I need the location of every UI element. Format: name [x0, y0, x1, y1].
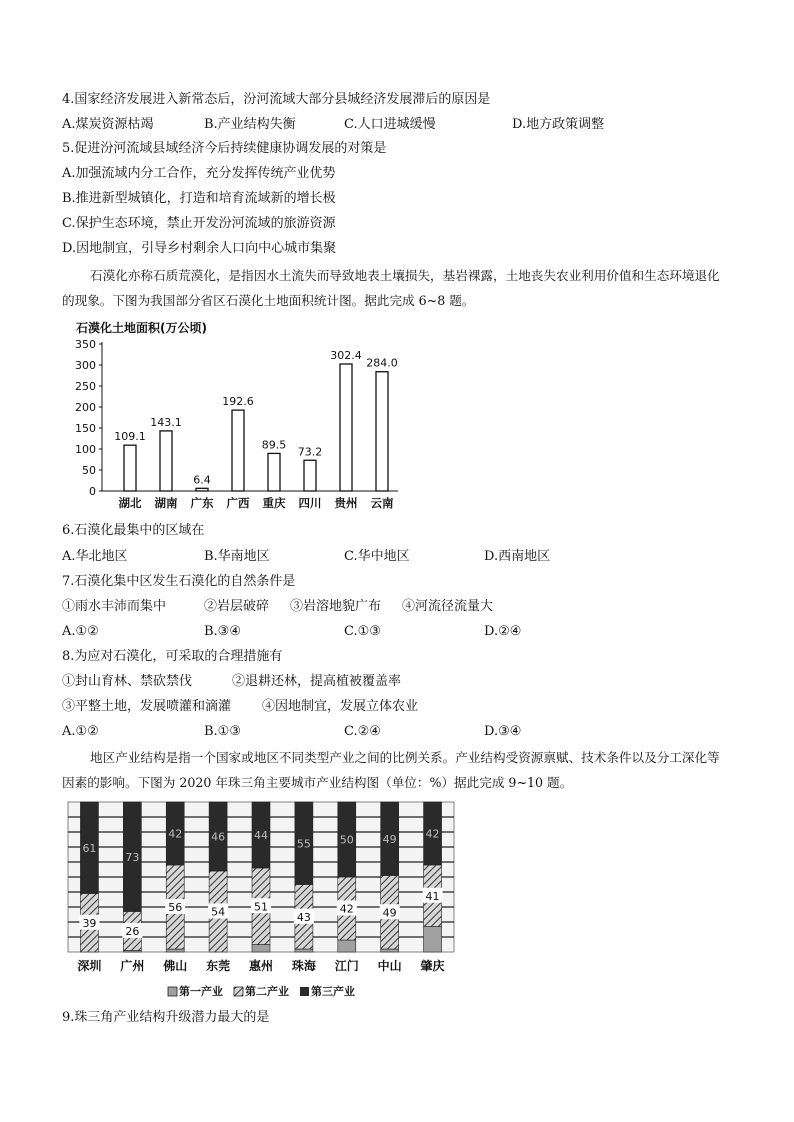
industry-structure-stacked-chart: [62, 800, 458, 1004]
data-label: 6.4: [193, 473, 211, 487]
secondary-value-label: 26: [125, 925, 140, 938]
option-d: D.③④: [484, 724, 522, 739]
legend-swatch-secondary: [234, 987, 243, 996]
legend-swatch-tertiary: [300, 987, 309, 996]
tertiary-value-label: 46: [211, 830, 226, 844]
secondary-value-label: 49: [382, 906, 397, 920]
desertification-bar-chart: [62, 318, 402, 516]
category-label: 云南: [370, 496, 394, 510]
tertiary-value-label: 44: [254, 829, 268, 842]
data-label: 109.1: [114, 430, 146, 444]
option-c: C.保护生态环境，禁止开发汾河流域的旅游资源: [62, 216, 336, 231]
option-a: A.①②: [62, 624, 99, 639]
secondary-value-label: 39: [82, 916, 97, 930]
option-c: C.人口进城缓慢: [344, 117, 436, 132]
y-tick-label: 300: [75, 359, 96, 372]
tertiary-value-label: 42: [425, 827, 440, 841]
option-d: D.因地制宜，引导乡村剩余人口向中心城市集聚: [62, 241, 337, 256]
option-a: A.华北地区: [62, 549, 128, 564]
measure-item: ①封山育林、禁砍禁伐: [62, 674, 193, 689]
measure-item: ③平整土地，发展喷灌和滴灌: [62, 699, 232, 714]
category-label: 广东: [190, 496, 214, 510]
tertiary-value-label: 42: [168, 827, 183, 841]
option-d: D.②④: [484, 624, 522, 639]
tertiary-value-label: 49: [382, 832, 397, 846]
stack-segment-中山-第一产业: [381, 949, 399, 952]
option-c: C.②④: [344, 724, 381, 739]
bar-广东: [196, 488, 208, 491]
city-label: 珠海: [291, 959, 316, 973]
bar-贵州: [340, 364, 352, 491]
category-label: 重庆: [262, 496, 286, 510]
bar-湖北: [124, 445, 136, 491]
tertiary-value-label: 73: [125, 850, 140, 864]
data-label: 192.6: [222, 395, 254, 409]
option-a: A.①②: [62, 724, 99, 739]
condition-item: ①雨水丰沛而集中: [62, 599, 167, 614]
tertiary-value-label: 50: [339, 833, 354, 847]
option-b: B.华南地区: [204, 549, 270, 564]
category-label: 四川: [298, 496, 322, 510]
question-9-stem: 9.珠三角产业结构升级潜力最大的是: [62, 1010, 270, 1025]
data-label: 89.5: [261, 438, 287, 452]
question-5-stem: 5.促进汾河流域县域经济今后持续健康协调发展的对策是: [62, 141, 387, 156]
option-b: B.产业结构失衡: [204, 117, 296, 132]
option-a: A.加强流域内分工合作，充分发挥传统产业优势: [62, 166, 336, 181]
category-label: 广西: [226, 496, 250, 510]
city-label: 肇庆: [420, 959, 445, 973]
bar-云南: [376, 372, 388, 491]
option-c: C.华中地区: [344, 549, 410, 564]
option-b: B.①③: [204, 724, 241, 739]
bar-重庆: [268, 453, 280, 491]
category-label: 湖北: [118, 496, 142, 510]
stack-segment-肇庆-第一产业: [424, 927, 442, 953]
data-label: 284.0: [366, 356, 398, 370]
question-6-stem: 6.石漠化最集中的区域在: [62, 523, 205, 538]
option-d: D.地方政策调整: [512, 117, 605, 132]
data-label: 143.1: [150, 415, 182, 429]
stack-segment-珠海-第一产业: [295, 949, 313, 952]
y-tick-label: 200: [75, 401, 96, 414]
question-4-stem: 4.国家经济发展进入新常态后，汾河流域大部分县城经济发展滞后的原因是: [62, 92, 491, 107]
option-d: D.西南地区: [484, 549, 551, 564]
y-tick-label: 250: [75, 380, 96, 393]
secondary-value-label: 56: [168, 901, 183, 914]
city-label: 佛山: [163, 959, 188, 973]
tertiary-value-label: 55: [296, 837, 311, 851]
data-label: 302.4: [330, 348, 362, 362]
city-label: 中山: [377, 959, 402, 973]
measure-item: ②退耕还林，提高植被覆盖率: [232, 674, 402, 689]
legend-label-secondary: 第二产业: [245, 985, 289, 998]
category-label: 湖南: [154, 496, 178, 510]
chart-legend: [168, 984, 355, 998]
legend-label-tertiary: 第三产业: [311, 985, 355, 998]
secondary-value-label: 43: [296, 910, 311, 924]
city-label: 惠州: [248, 959, 274, 973]
tertiary-value-label: 61: [82, 841, 97, 855]
intro-paragraph-rocky-desertification: 石漠化亦称石质荒漠化，是指因水土流失而导致地表土壤损失，基岩裸露，土地丧失农业利用价值和生态环境退化的现象。下图为我国部分省区石漠化土地面积统计图。据此完成 6~8 题。: [62, 268, 720, 308]
condition-item: ④河流径流量大: [402, 599, 494, 614]
condition-item: ②岩层破碎: [204, 599, 270, 614]
question-7-stem: 7.石漠化集中区发生石漠化的自然条件是: [62, 574, 296, 589]
option-a: A.煤炭资源枯竭: [62, 117, 154, 132]
stack-segment-江门-第一产业: [338, 940, 356, 952]
secondary-value-label: 51: [254, 900, 268, 914]
secondary-value-label: 54: [211, 905, 226, 919]
condition-item: ③岩溶地貌广布: [290, 599, 382, 614]
measure-item: ④因地制宜，发展立体农业: [262, 699, 419, 714]
option-b: B.推进新型城镇化，打造和培育流域新的增长极: [62, 191, 336, 206]
city-label: 广州: [120, 959, 145, 973]
city-label: 东莞: [206, 959, 231, 973]
chart-title: 石漠化土地面积(万公顷): [76, 321, 207, 335]
option-c: C.①③: [344, 624, 381, 639]
y-tick-label: 150: [75, 422, 96, 435]
city-label: 深圳: [77, 959, 102, 973]
bar-湖南: [160, 431, 172, 491]
bar-四川: [304, 460, 316, 491]
intro-paragraph-industrial-structure: 地区产业结构是指一个国家或地区不同类型产业之间的比例关系。产业结构受资源禀赋、技术条件以及分工深化等因素的影响。下图为 2020 年珠三角主要城市产业结构图（单位：%）据此完成 9~10 题。: [62, 750, 720, 790]
legend-label-primary: 第一产业: [179, 985, 223, 998]
y-tick-label: 0: [89, 485, 96, 498]
bar-广西: [232, 410, 244, 491]
secondary-value-label: 42: [339, 902, 354, 916]
stack-segment-惠州-第一产业: [252, 945, 270, 953]
stack-segment-佛山-第一产业: [166, 949, 184, 952]
option-b: B.③④: [204, 624, 241, 639]
category-label: 贵州: [334, 496, 358, 510]
city-label: 江门: [334, 959, 359, 973]
y-tick-label: 350: [75, 338, 96, 351]
y-tick-label: 100: [75, 443, 96, 456]
secondary-value-label: 41: [425, 889, 440, 903]
legend-swatch-primary: [168, 987, 177, 996]
data-label: 73.2: [297, 445, 323, 459]
y-tick-label: 50: [82, 464, 96, 477]
question-8-stem: 8.为应对石漠化，可采取的合理措施有: [62, 649, 283, 664]
